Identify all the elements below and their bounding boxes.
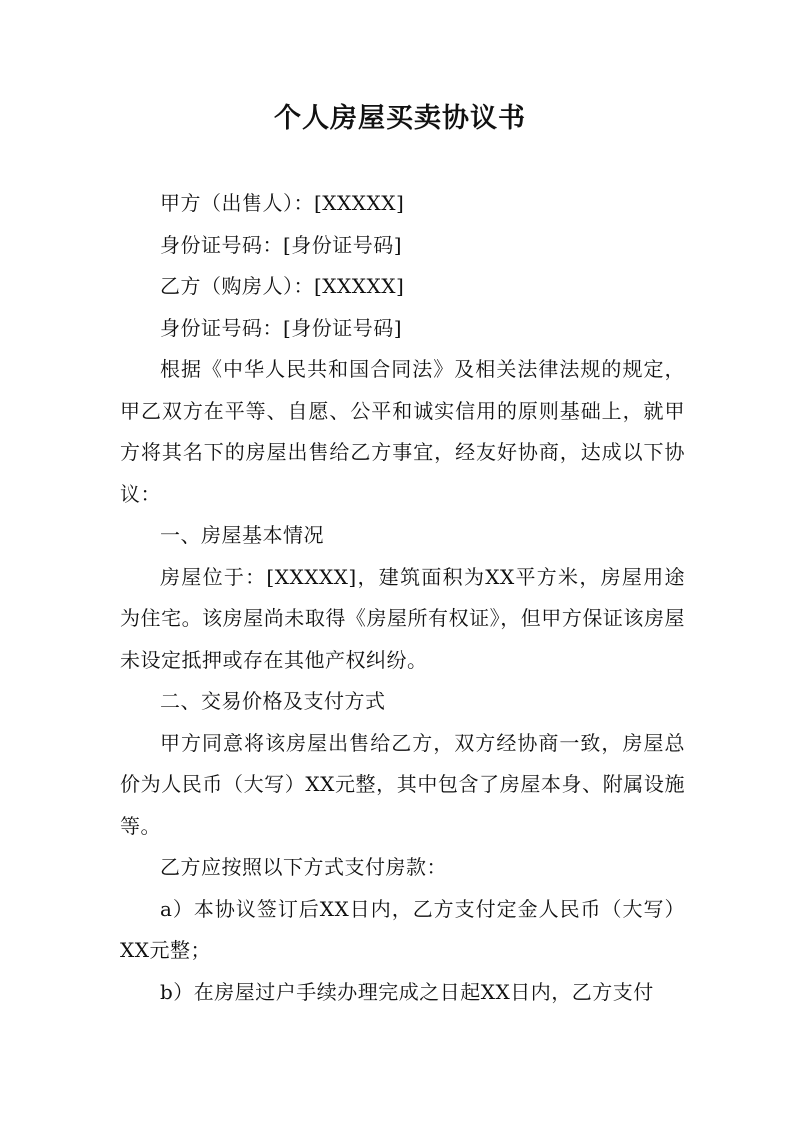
party-a-id-line: 身份证号码：[身份证号码] <box>160 232 403 257</box>
party-b-id-line: 身份证号码：[身份证号码] <box>160 315 403 340</box>
party-b-line: 乙方（购房人）：[XXXXX] <box>160 274 405 298</box>
document-body <box>120 183 685 1013</box>
payment-item-b: b）在房屋过户手续办理完成之日起XX日内，乙方支付 <box>160 979 654 1004</box>
preamble-paragraph: 根据《中华人民共和国合同法》及相关法律法规的规定，甲乙双方在平等、自愿、公平和诚实信用的原则基础上，就甲方将其名下的房屋出售给乙方事宜，经友好协商，达成以下协议： <box>120 357 685 506</box>
price-paragraph: 甲方同意将该房屋出售给乙方，双方经协商一致，房屋总价为人民币（大写）XX元整，其中包含了房屋本身、附属设施等。 <box>120 730 685 838</box>
party-a-line: 甲方（出售人）：[XXXXX] <box>160 191 405 215</box>
section-heading-2: 二、交易价格及支付方式 <box>160 689 386 713</box>
payment-item-a: a）本协议签订后XX日内，乙方支付定金人民币（大写）XX元整； <box>120 896 685 962</box>
property-info-paragraph: 房屋位于：[XXXXX]，建筑面积为XX平方米，房屋用途为住宅。该房屋尚未取得《房屋所有权证》，但甲方保证该房屋未设定抵押或存在其他产权纠纷。 <box>120 564 685 672</box>
document-title: 个人房屋买卖协议书 <box>274 103 526 134</box>
section-heading-1: 一、房屋基本情况 <box>160 523 324 547</box>
payment-intro-paragraph: 乙方应按照以下方式支付房款： <box>160 855 447 879</box>
